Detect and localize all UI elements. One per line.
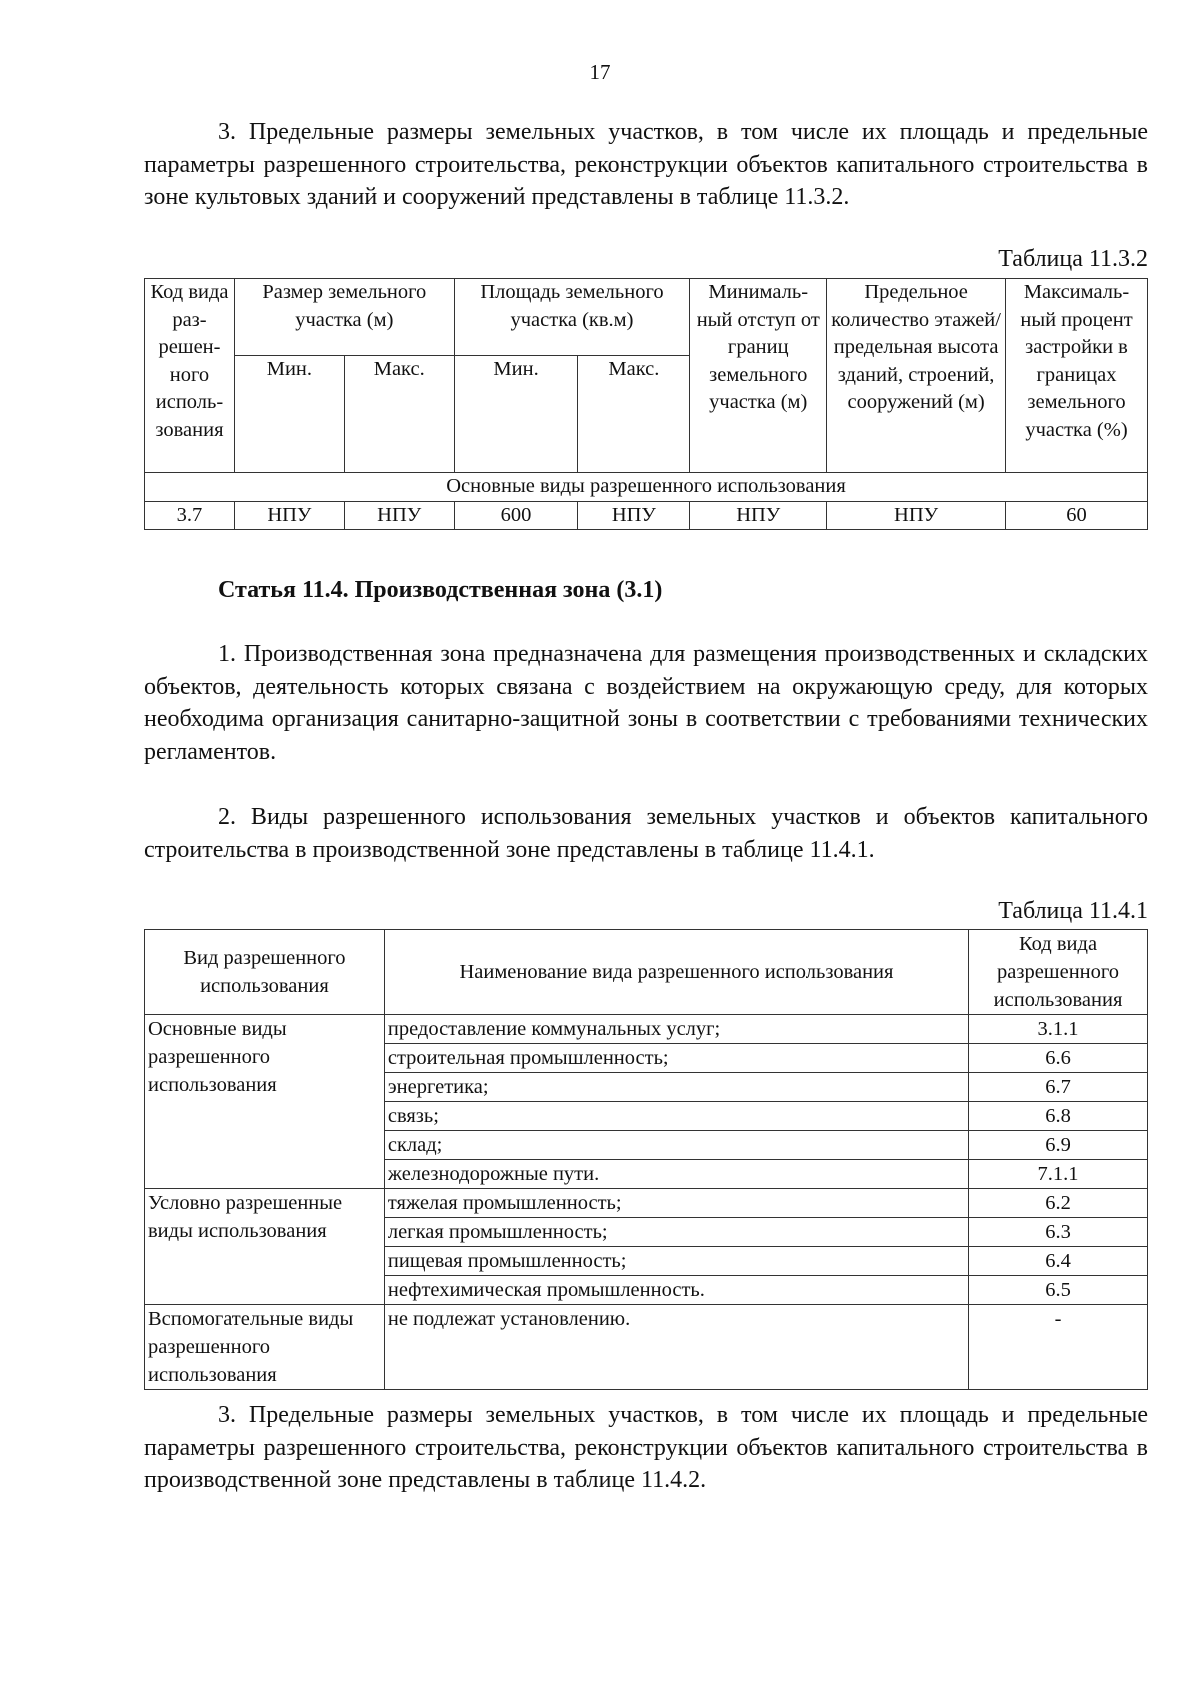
cell-max-coverage: 60 — [1006, 501, 1148, 530]
header-max-floors: Предельное количество этажей/ предельная высота зданий, строений, сооружений (м) — [827, 279, 1006, 473]
use-code: 3.1.1 — [969, 1015, 1148, 1044]
use-code: 7.1.1 — [969, 1160, 1148, 1189]
group-label-main: Основные виды разрешенного использования — [145, 1015, 385, 1189]
page-number: 17 — [589, 60, 611, 84]
article-heading: Статья 11.4. Производственная зона (3.1) — [218, 577, 663, 603]
table-11-3-2 — [144, 278, 1148, 530]
use-name: тяжелая промышленность; — [384, 1189, 968, 1218]
use-name: нефтехимическая промышленность. — [384, 1276, 968, 1305]
paragraph-11-3-3: 3. Предельные размеры земельных участков, в том числе их площадь и предельные параметры разрешенного строительства, реконструкции объектов капитального строительства в зоне культовых зданий и сооружений представлены в таблице 11.3.2. — [144, 119, 1148, 210]
paragraph-11-4-2: 2. Виды разрешенного использования земельных участков и объектов капитального строительства в производственной зоне представлены в таблице 11.4.1. — [144, 804, 1148, 863]
cell-area-max: НПУ — [578, 501, 690, 530]
header-code: Код вида раз-решен-ного исполь-зования — [145, 279, 235, 473]
cell-max-floors: НПУ — [827, 501, 1006, 530]
use-code: 6.6 — [969, 1044, 1148, 1073]
table-row — [145, 1015, 1148, 1044]
use-code: 6.3 — [969, 1218, 1148, 1247]
cell-area-min: 600 — [454, 501, 578, 530]
cell-size-max: НПУ — [344, 501, 454, 530]
section-label: Основные виды разрешенного использования — [145, 473, 1148, 502]
table-11-4-1 — [144, 929, 1148, 1390]
use-name: склад; — [384, 1131, 968, 1160]
use-code: 6.8 — [969, 1102, 1148, 1131]
use-code: 6.9 — [969, 1131, 1148, 1160]
cell-min-setback: НПУ — [690, 501, 827, 530]
use-code: 6.4 — [969, 1247, 1148, 1276]
use-name: легкая промышленность; — [384, 1218, 968, 1247]
table-11-3-2-caption: Таблица 11.3.2 — [998, 246, 1148, 272]
cell-code: 3.7 — [145, 501, 235, 530]
use-name: пищевая промышленность; — [384, 1247, 968, 1276]
cell-size-min: НПУ — [234, 501, 344, 530]
use-code: - — [969, 1305, 1148, 1390]
table-11-4-1-caption: Таблица 11.4.1 — [998, 898, 1148, 924]
header-max-coverage: Максималь-ный процент застройки в границах земельного участка (%) — [1006, 279, 1148, 473]
use-code: 6.2 — [969, 1189, 1148, 1218]
paragraph-11-4-1: 1. Производственная зона предназначена для размещения производственных и складских объектов, деятельность которых связана с воздействием на окружающую среду, для которых необходима организация санитарно-защитной зоны в соответствии с требованиями технических регламентов. — [144, 641, 1148, 765]
group-label-auxiliary: Вспомогательные виды разрешенного использования — [145, 1305, 385, 1390]
use-code: 6.5 — [969, 1276, 1148, 1305]
header-min-setback: Минималь-ный отступ от границ земельного участка (м) — [690, 279, 827, 473]
use-name: строительная промышленность; — [384, 1044, 968, 1073]
header-plot-area: Площадь земельного участка (кв.м) — [454, 279, 690, 356]
header-size-min: Мин. — [234, 356, 344, 473]
use-name: не подлежат установлению. — [384, 1305, 968, 1390]
use-code: 6.7 — [969, 1073, 1148, 1102]
header-area-max: Макс. — [578, 356, 690, 473]
table-row — [145, 501, 1148, 530]
header-name: Наименование вида разрешенного использования — [384, 930, 968, 1015]
use-name: предоставление коммунальных услуг; — [384, 1015, 968, 1044]
header-type: Вид разрешенного использования — [145, 930, 385, 1015]
use-name: связь; — [384, 1102, 968, 1131]
header-area-min: Мин. — [454, 356, 578, 473]
group-label-conditional: Условно разрешенные виды использования — [145, 1189, 385, 1305]
header-code: Код вида разрешенного использования — [969, 930, 1148, 1015]
use-name: энергетика; — [384, 1073, 968, 1102]
header-size-max: Макс. — [344, 356, 454, 473]
use-name: железнодорожные пути. — [384, 1160, 968, 1189]
table-row — [145, 1305, 1148, 1390]
header-plot-size: Размер земельного участка (м) — [234, 279, 454, 356]
table-row — [145, 1189, 1148, 1218]
paragraph-11-4-3: 3. Предельные размеры земельных участков, в том числе их площадь и предельные параметры разрешенного строительства, реконструкции объектов капитального строительства в производственной зоне представлены в таблице 11.4.2. — [144, 1402, 1148, 1493]
